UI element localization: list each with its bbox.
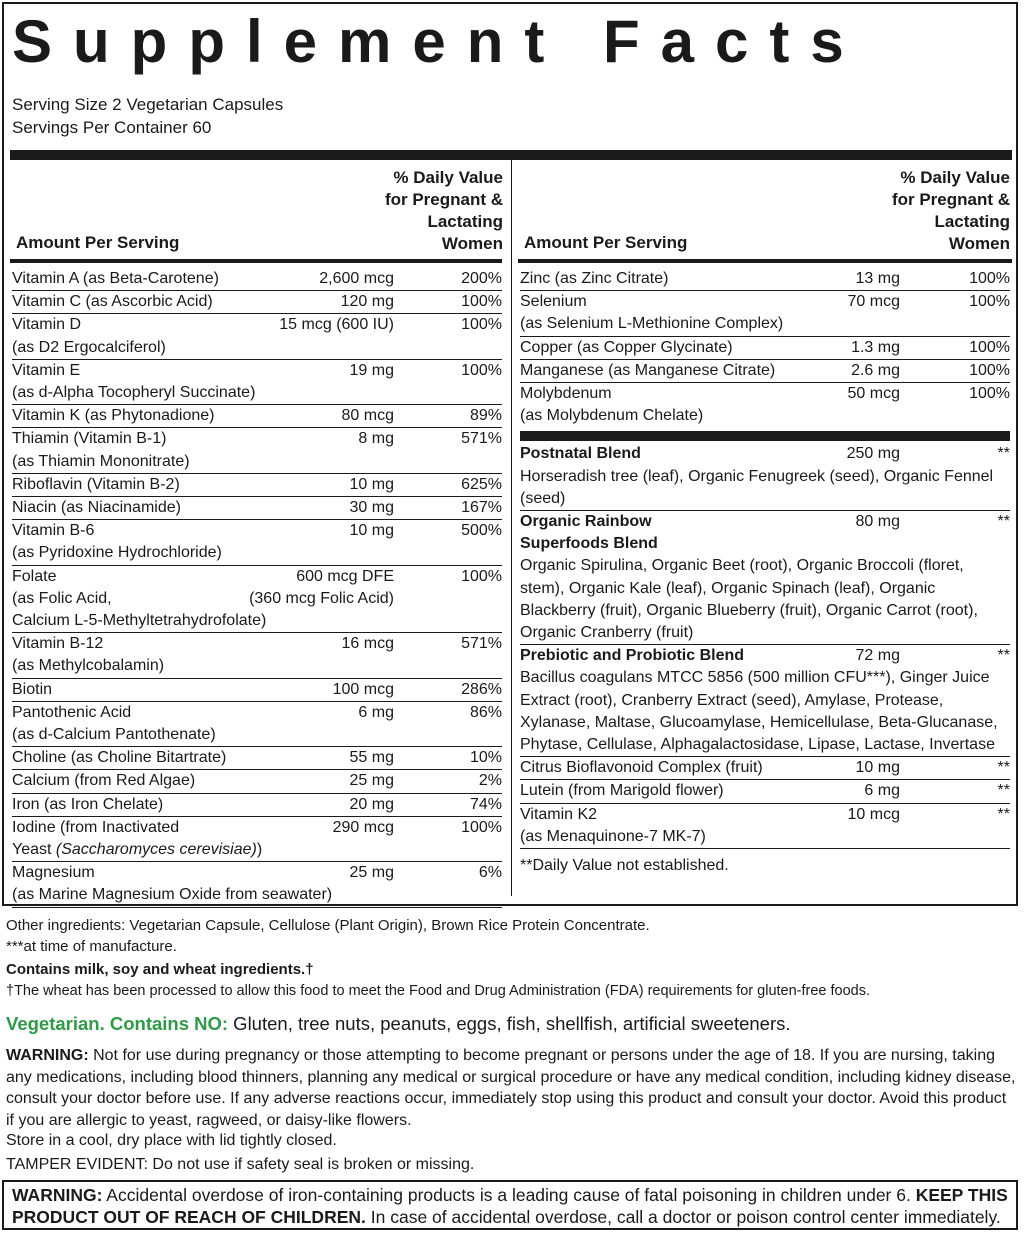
- storage-note: Store in a cool, dry place with lid tightly closed.: [6, 1132, 337, 1149]
- dv-header-line: for Pregnant &: [384, 190, 503, 209]
- nutrient-source-text: (as Thiamin Mononitrate): [12, 452, 190, 470]
- nutrient-line: [12, 520, 502, 542]
- dv-header-line: Lactating: [934, 212, 1010, 231]
- dv-header-line: % Daily Value: [393, 168, 503, 187]
- nutrient-dv: 500%: [461, 522, 502, 540]
- nutrient-source: [12, 542, 502, 564]
- nutrient-dv: 100%: [969, 293, 1010, 311]
- nutrient-line: [12, 817, 502, 839]
- blend-dv: **: [997, 647, 1010, 665]
- nutrient-dv: 100%: [969, 385, 1010, 403]
- nutrient-name: Vitamin K (as Phytonadione): [12, 407, 215, 425]
- nutrient-amount: 600 mcg DFE: [296, 567, 394, 585]
- nutrient-amount: 8 mg: [358, 430, 394, 448]
- nutrient-amount: 10 mg: [349, 475, 394, 493]
- nutrient-source: [520, 405, 1010, 427]
- nutrient-row: [12, 314, 502, 359]
- nutrient-line: [12, 405, 502, 427]
- nutrient-dv: **: [997, 759, 1010, 777]
- nutrient-name: Molybdenum: [520, 385, 612, 403]
- nutrient-dv: 100%: [461, 818, 502, 836]
- nutrient-line: [12, 360, 502, 382]
- blend-row: [520, 511, 1010, 645]
- nutrient-name: Folate: [12, 567, 57, 585]
- left-dv-header: [300, 167, 503, 255]
- nutrient-line: [520, 268, 1010, 290]
- nutrient-source-text: (as Folic Acid,: [12, 589, 112, 607]
- blend-name: Prebiotic and Probiotic Blend: [520, 647, 745, 665]
- other-ingredients: Other ingredients: Vegetarian Capsule, Cellulose (Plant Origin), Brown Rice Protein Concentrate.: [6, 917, 650, 934]
- dv-header-line: Women: [441, 234, 503, 253]
- nutrient-source-text: (as Pyridoxine Hydrochloride): [12, 544, 222, 562]
- nutrient-row: [520, 337, 1010, 360]
- nutrient-amount: 25 mg: [349, 772, 394, 790]
- nutrient-source: [520, 826, 1010, 848]
- nutrient-name: Niacin (as Niacinamide): [12, 499, 181, 517]
- nutrient-source-text: Yeast: [12, 841, 56, 859]
- manufacture-note: ***at time of manufacture.: [6, 938, 177, 955]
- right-dv-header: [808, 167, 1010, 255]
- blend-name: Postnatal Blend: [520, 445, 641, 463]
- nutrient-line: [520, 804, 1010, 826]
- nutrient-line: [12, 428, 502, 450]
- blend-row: [520, 645, 1010, 757]
- nutrient-amount: 55 mg: [349, 749, 394, 767]
- nutrient-dv: 571%: [461, 430, 502, 448]
- nutrient-subline: [12, 542, 502, 564]
- right-header-rule: [518, 259, 1012, 263]
- blend-line: [520, 443, 1010, 465]
- nutrient-subline: [520, 405, 1010, 427]
- nutrient-amount: 16 mcg: [341, 635, 394, 653]
- nutrient-amount: 10 mcg: [847, 805, 900, 823]
- dv-header-line: for Pregnant &: [891, 190, 1010, 209]
- nutrient-dv: 100%: [461, 361, 502, 379]
- nutrient-row: [12, 405, 502, 428]
- nutrient-line: [520, 337, 1010, 359]
- vegetarian-label: Vegetarian. Contains NO:: [6, 1013, 229, 1034]
- nutrient-amount: 15 mcg (600 IU): [279, 316, 394, 334]
- nutrient-row: [12, 566, 502, 634]
- nutrient-subline: [12, 588, 502, 610]
- blend-amount: 250 mg: [846, 445, 900, 463]
- nutrient-name: Biotin: [12, 680, 53, 698]
- blend-name-2: Superfoods Blend: [520, 535, 658, 553]
- warning-label: WARNING:: [6, 1047, 89, 1064]
- nutrient-line: [12, 679, 502, 701]
- blend-name: Organic Rainbow: [520, 513, 652, 531]
- nutrient-row: [12, 679, 502, 702]
- nutrient-name: Magnesium: [12, 864, 95, 882]
- nutrient-source-text: (as Marine Magnesium Oxide from seawater): [12, 886, 333, 904]
- nutrient-source-text: (as Molybdenum Chelate): [520, 407, 704, 425]
- nutrient-source: [12, 724, 502, 746]
- blend-line: [520, 645, 1010, 667]
- nutrient-source-2: Calcium L-5-Methyltetrahydrofolate): [12, 612, 267, 630]
- gluten-note: †The wheat has been processed to allow this food to meet the Food and Drug Administration (FDA) requirements for gluten-free foods.: [6, 983, 871, 999]
- serving-size: Serving Size 2 Vegetarian Capsules: [12, 95, 284, 114]
- page-title: Supplement Facts: [12, 8, 865, 75]
- nutrient-source-text: (as d-Calcium Pantothenate): [12, 726, 216, 744]
- nutrient-amount: 6 mg: [864, 782, 900, 800]
- nutrient-dv: 286%: [461, 680, 502, 698]
- dv-footnote: **Daily Value not established.: [520, 857, 729, 875]
- nutrient-dv: 89%: [469, 407, 502, 425]
- iron-warning-text-2: In case of accidental overdose, call a doctor or poison control center immediately.: [365, 1207, 1001, 1227]
- nutrient-name: Vitamin K2: [520, 805, 598, 823]
- nutrient-row: [520, 383, 1010, 441]
- nutrient-row: [12, 862, 502, 907]
- nutrient-row: [12, 291, 502, 314]
- nutrient-dv: 100%: [969, 270, 1010, 287]
- nutrient-dv: 10%: [469, 749, 502, 767]
- left-header-rule: [10, 259, 502, 263]
- nutrient-row: [520, 360, 1010, 383]
- nutrient-row: [12, 360, 502, 405]
- general-warning: [6, 1045, 1018, 1131]
- nutrient-subline: [520, 826, 1010, 848]
- iron-warning-label: WARNING:: [12, 1185, 103, 1205]
- warning-text: Not for use during pregnancy or those attempting to become pregnant or persons under the age of 18. If you are nursing, taking any medications, including blood thinners, planning any medical or surgical procedure or have any medical condition, including kidney disease, consult your doctor before use. If any adverse reactions occur, immediately stop using this product and consult your doctor. Avoid this product if you are allergic to yeast, ragweed, or daisy-like flowers.: [6, 1047, 1016, 1129]
- blend-ingredients: Horseradish tree (leaf), Organic Fenugreek (seed), Organic Fennel (seed): [520, 467, 994, 507]
- nutrient-dv: 74%: [469, 795, 502, 813]
- nutrient-dv: 100%: [461, 316, 502, 334]
- nutrient-subline: [12, 655, 502, 677]
- nutrient-subline: [12, 839, 502, 861]
- blend-amount: 80 mg: [855, 513, 900, 531]
- nutrient-amount: 2,600 mcg: [319, 270, 394, 287]
- nutrient-amount: 80 mcg: [341, 407, 394, 425]
- nutrient-dv: 100%: [969, 338, 1010, 356]
- nutrient-name: Vitamin B-6: [12, 522, 95, 540]
- nutrient-line: [12, 268, 502, 290]
- blend-ingredients: Bacillus coagulans MTCC 5856 (500 million CFU***), Ginger Juice Extract (root), Cranberry Extract (seed), Amylase, Protease, Xylanase, Maltase, Glucoamylase, Hemicellulase, Beta-Glucanase, Phytase, Cellulase, Alphagalactosidase, Lipase, Lactase, Invertase: [520, 669, 998, 754]
- nutrient-subline: [12, 382, 502, 404]
- nutrient-source-text: (as Selenium L-Methionine Complex): [520, 315, 784, 333]
- nutrient-name: Manganese (as Manganese Citrate): [520, 361, 776, 379]
- keep-out-of-reach: KEEP THIS PRODUCT OUT OF REACH OF CHILDREN.: [12, 1185, 1008, 1227]
- blend-dv: **: [997, 445, 1010, 463]
- nutrient-subline: [12, 884, 502, 906]
- nutrient-sub-amount: (360 mcg Folic Acid): [249, 589, 394, 607]
- nutrient-amount: 6 mg: [358, 703, 394, 721]
- nutrient-line: [12, 291, 502, 313]
- iron-warning-text: Accidental overdose of iron-containing products is a leading cause of fatal poisoning in children under 6.: [102, 1185, 916, 1205]
- nutrient-subline: [12, 724, 502, 746]
- nutrient-row: [12, 633, 502, 678]
- nutrient-line: [12, 497, 502, 519]
- nutrient-source: [12, 337, 502, 359]
- blend-line: [520, 533, 1010, 555]
- blend-ingredients: Organic Spirulina, Organic Beet (root), Organic Broccoli (floret, stem), Organic Kale (leaf), Organic Spinach (leaf), Organic Blackberry (fruit), Organic Blueberry (fruit), Organic Carrot (root), Organic Cranberry (fruit): [520, 557, 978, 642]
- nutrient-amount: 1.3 mg: [851, 338, 900, 356]
- nutrient-source-end: ): [256, 841, 263, 859]
- nutrient-dv: 167%: [461, 499, 502, 517]
- nutrient-dv: 6%: [478, 864, 502, 882]
- nutrient-amount: 10 mg: [855, 759, 900, 777]
- nutrient-name: Pantothenic Acid: [12, 703, 132, 721]
- nutrient-source-text: (as D2 Ergocalciferol): [12, 338, 166, 356]
- nutrient-dv: 86%: [469, 703, 502, 721]
- nutrient-source-text: (as d-Alpha Tocopheryl Succinate): [12, 384, 256, 402]
- nutrient-line: [12, 794, 502, 816]
- nutrient-source-text: (as Methylcobalamin): [12, 657, 165, 675]
- nutrient-source: [12, 839, 502, 861]
- nutrient-name: Vitamin E: [12, 361, 81, 379]
- nutrient-line: [12, 474, 502, 496]
- nutrient-source-text: (as Menaquinone-7 MK-7): [520, 827, 706, 845]
- nutrient-name: Riboflavin (Vitamin B-2): [12, 475, 180, 493]
- nutrient-line: [12, 862, 502, 884]
- nutrient-amount: 19 mg: [349, 361, 394, 379]
- dv-header-line: % Daily Value: [900, 168, 1010, 187]
- nutrient-row: [12, 428, 502, 473]
- nutrient-row: [12, 817, 502, 862]
- tamper-note: TAMPER EVIDENT: Do not use if safety seal is broken or missing.: [6, 1156, 475, 1173]
- nutrient-row: [12, 794, 502, 817]
- column-divider: [511, 160, 512, 896]
- nutrient-line: [12, 770, 502, 792]
- iron-warning-box: [2, 1180, 1018, 1230]
- nutrient-dv: 100%: [461, 293, 502, 311]
- nutrient-line: [520, 383, 1010, 405]
- nutrient-name: Vitamin B-12: [12, 635, 104, 653]
- nutrient-source: [12, 655, 502, 677]
- nutrient-row: [520, 780, 1010, 803]
- nutrient-amount: 100 mcg: [332, 680, 394, 698]
- nutrient-subline: [520, 313, 1010, 335]
- nutrient-line: [12, 633, 502, 655]
- blend-line: [520, 511, 1010, 533]
- nutrient-row: [520, 268, 1010, 291]
- nutrient-source-italic: (Saccharomyces cerevisiae): [55, 841, 257, 859]
- nutrient-row: [12, 747, 502, 770]
- vegetarian-statement: [6, 1011, 791, 1037]
- dv-header-line: Women: [948, 234, 1010, 253]
- nutrient-source: [12, 382, 502, 404]
- left-amount-per-serving: Amount Per Serving: [16, 233, 180, 252]
- nutrient-row: [520, 804, 1010, 849]
- nutrient-dv: 625%: [461, 475, 502, 493]
- nutrient-row: [12, 520, 502, 565]
- nutrient-row: [12, 268, 502, 291]
- dv-header-line: Lactating: [427, 212, 503, 231]
- blend-row: [520, 443, 1010, 511]
- header-bar: [10, 150, 1012, 160]
- nutrient-name: Calcium (from Red Algae): [12, 772, 196, 790]
- blend-amount: 72 mg: [855, 647, 900, 665]
- nutrient-name: Zinc (as Zinc Citrate): [520, 270, 669, 287]
- nutrient-line: [520, 291, 1010, 313]
- nutrient-name: Lutein (from Marigold flower): [520, 782, 724, 800]
- nutrient-name: Copper (as Copper Glycinate): [520, 338, 733, 356]
- nutrient-dv: **: [997, 782, 1010, 800]
- nutrient-dv: 571%: [461, 635, 502, 653]
- nutrient-row: [12, 702, 502, 747]
- nutrient-amount: 2.6 mg: [851, 361, 900, 379]
- nutrient-line: [520, 757, 1010, 779]
- nutrient-subline: [12, 451, 502, 473]
- nutrient-dv: 100%: [461, 567, 502, 585]
- nutrient-source: [12, 884, 502, 906]
- nutrient-row: [12, 474, 502, 497]
- nutrient-line: [12, 566, 502, 588]
- allergen-statement: Contains milk, soy and wheat ingredients.†: [6, 961, 314, 978]
- nutrient-dv: 100%: [969, 361, 1010, 379]
- nutrient-amount: 13 mg: [855, 270, 900, 287]
- nutrient-line: [520, 780, 1010, 802]
- nutrient-amount: 50 mcg: [847, 385, 900, 403]
- nutrient-dv: 2%: [478, 772, 502, 790]
- servings-per-container: Servings Per Container 60: [12, 118, 212, 137]
- spacer: [394, 588, 502, 610]
- nutrient-source: [520, 313, 1010, 335]
- nutrient-row: [520, 757, 1010, 780]
- left-nutrient-list: [12, 268, 502, 908]
- nutrient-name: Iodine (from Inactivated: [12, 818, 180, 836]
- nutrient-name: Thiamin (Vitamin B-1): [12, 430, 167, 448]
- nutrient-amount: 10 mg: [349, 522, 394, 540]
- nutrient-name: Vitamin A (as Beta-Carotene): [12, 270, 219, 287]
- nutrient-line: [520, 360, 1010, 382]
- nutrient-source: [12, 588, 194, 610]
- nutrient-subline: [12, 337, 502, 359]
- nutrient-line: [12, 702, 502, 724]
- nutrient-line: [12, 747, 502, 769]
- nutrient-source: [12, 451, 502, 473]
- blend-dv: **: [997, 513, 1010, 531]
- nutrient-name: Iron (as Iron Chelate): [12, 795, 164, 813]
- nutrient-dv: 200%: [461, 270, 502, 287]
- nutrient-amount: 120 mg: [340, 293, 394, 311]
- nutrient-subline: [12, 610, 502, 632]
- nutrient-name: Vitamin D: [12, 316, 82, 334]
- nutrient-amount: 20 mg: [349, 795, 394, 813]
- nutrient-row: [520, 291, 1010, 336]
- nutrient-row: [12, 497, 502, 520]
- nutrient-line: [12, 314, 502, 336]
- nutrient-name: Selenium: [520, 293, 587, 311]
- nutrient-name: Vitamin C (as Ascorbic Acid): [12, 293, 213, 311]
- nutrient-name: Citrus Bioflavonoid Complex (fruit): [520, 759, 763, 777]
- right-amount-per-serving: Amount Per Serving: [524, 233, 688, 252]
- right-nutrient-list: [520, 268, 1010, 877]
- vegetarian-text: Gluten, tree nuts, peanuts, eggs, fish, shellfish, artificial sweeteners.: [228, 1013, 791, 1034]
- nutrient-row: [12, 770, 502, 793]
- nutrient-amount: 290 mcg: [332, 818, 394, 836]
- nutrient-amount: 30 mg: [349, 499, 394, 517]
- nutrient-amount: 70 mcg: [847, 293, 900, 311]
- nutrient-amount: 25 mg: [349, 864, 394, 882]
- nutrient-dv: **: [997, 805, 1010, 823]
- nutrient-name: Choline (as Choline Bitartrate): [12, 749, 227, 767]
